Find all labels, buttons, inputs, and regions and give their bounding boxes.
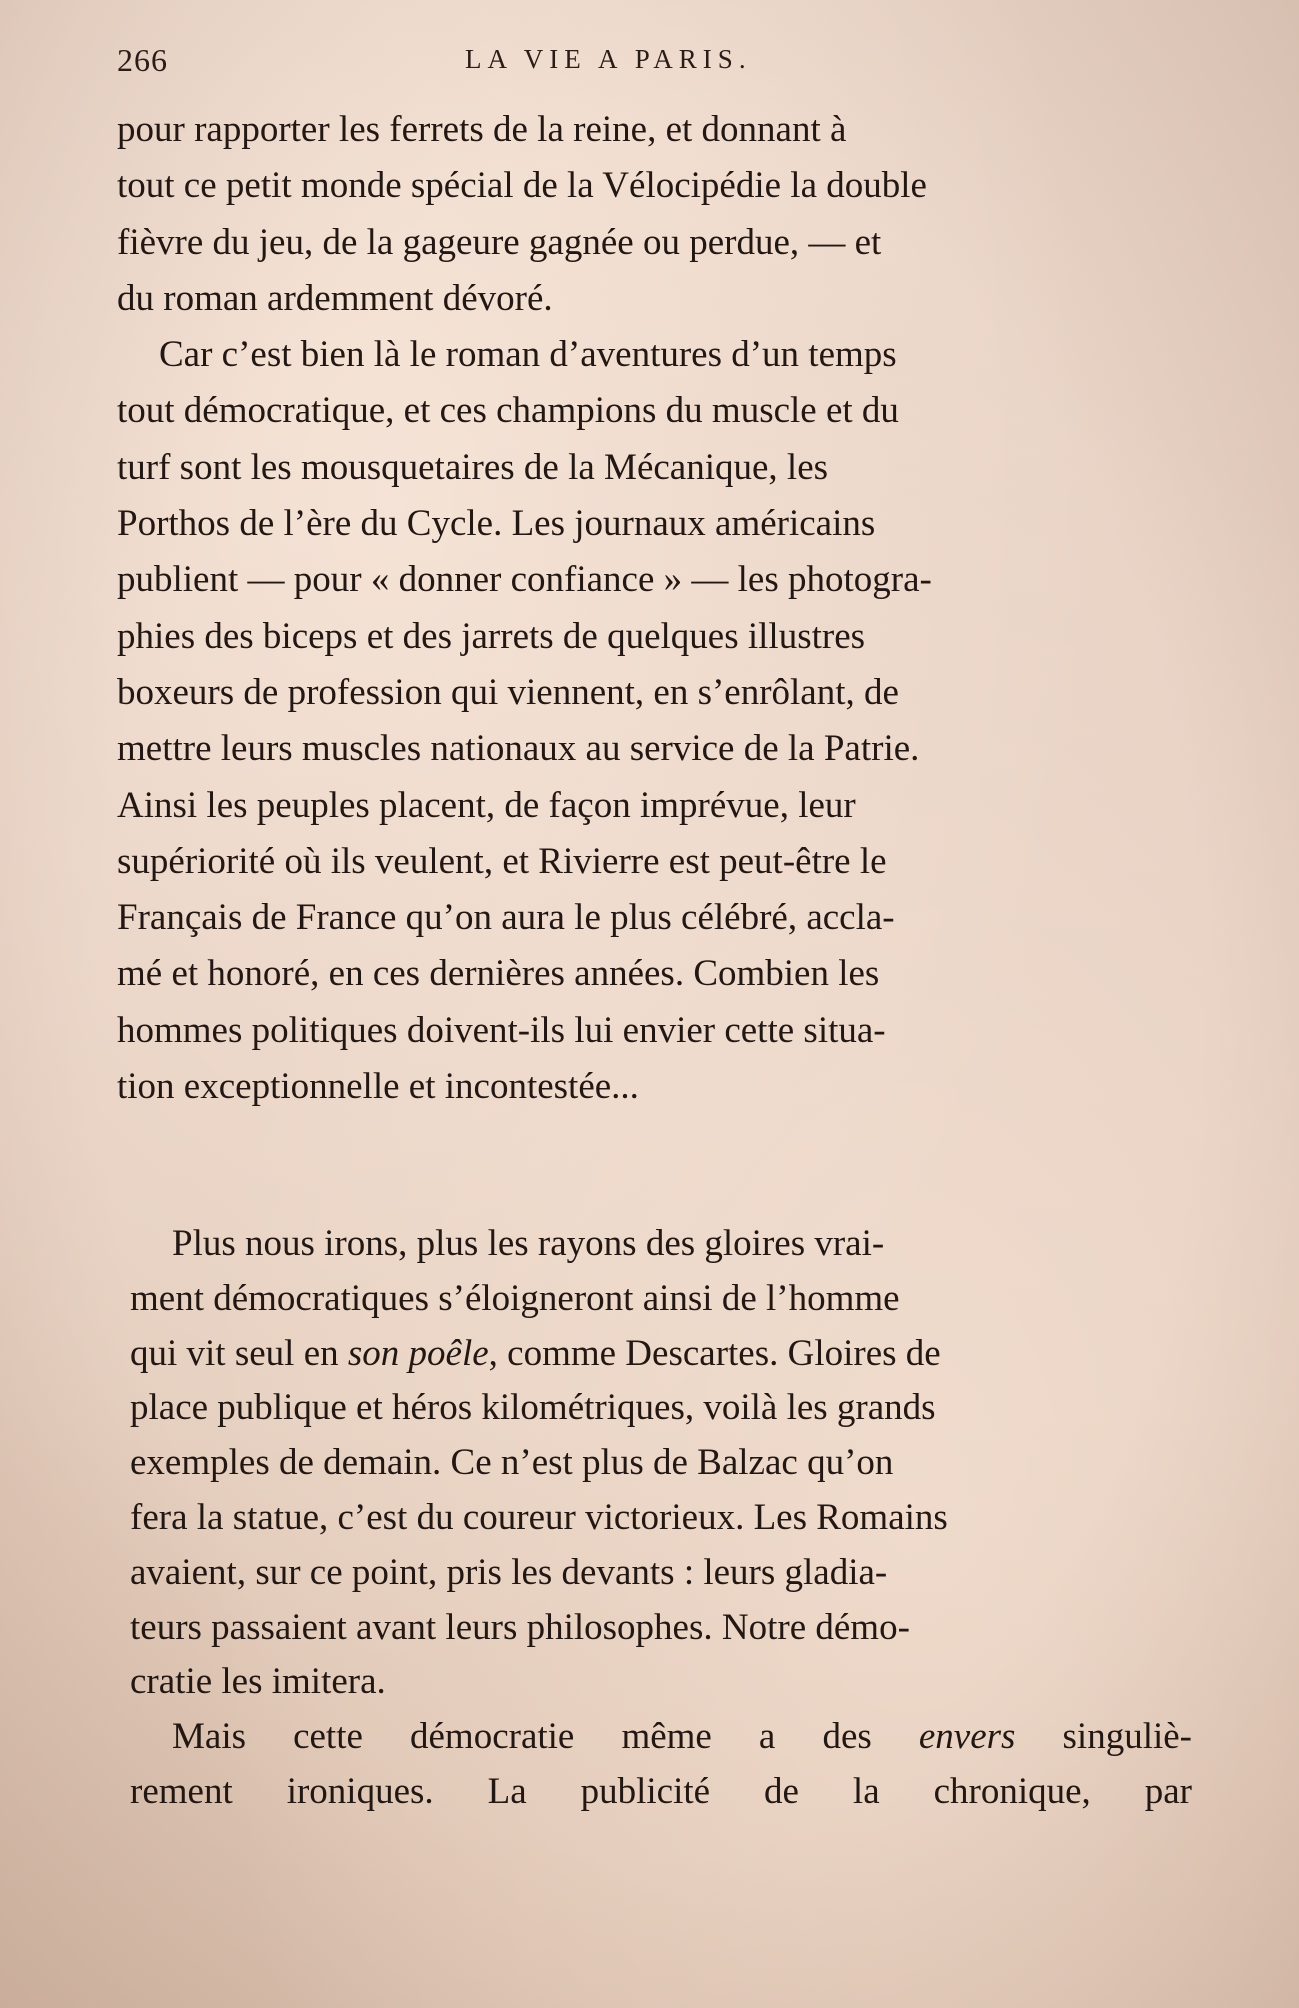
page-number: 266 bbox=[117, 42, 168, 78]
lower-text-block bbox=[130, 1217, 1192, 1820]
paragraph-gloires-text-after: , comme Descartes. Gloires de place publique et héros kilométriques, voilà les grands exemples de demain. Ce n’est plus de Balzac qu’on fera la statue, c’est du coureur victorieux. Les Romains avaient, sur ce point, pris les devants : leurs gladia- teurs passaient avant leurs philosophes. Notre démo- cratie les imitera. bbox=[130, 1332, 948, 1703]
paragraph-envers bbox=[130, 1710, 1192, 1820]
italic-envers: envers bbox=[918, 1716, 1016, 1758]
italic-son-poele: son poêle bbox=[347, 1332, 489, 1374]
upper-text-block bbox=[117, 102, 1179, 1115]
paragraph-continuation: pour rapporter les ferrets de la reine, et donnant à tout ce petit monde spécial de la Vélocipédie la double fièvre du jeu, de la gageure gagnée ou perdue, — et du roman ardemment dévoré. bbox=[117, 109, 927, 319]
running-title: LA VIE A PARIS. bbox=[465, 44, 752, 74]
paragraph-envers-text-after: singuliè- rement ironiques. La publicité de la chronique, par bbox=[130, 1716, 1193, 1812]
paragraph-roman-aventures: Car c’est bien là le roman d’aventures d’un temps tout démocratique, et ces champions du muscle et du turf sont les mousquetaires de la Mécanique, les Porthos de l’ère du Cycle. Les journaux américains publient — pour « donner confiance » — les photogra- phies des biceps et des jarrets de quelques illustres boxeurs de profession qui viennent, en s’enrôlant, de mettre leurs muscles nationaux au service de la Patrie. Ainsi les peuples placent, de façon imprévue, leur supériorité où ils veulent, et Rivierre est peut-être le Français de France qu’on aura le plus célébré, accla- mé et honoré, en ces dernières années. Combien les hommes politiques doivent-ils lui envier cette situa- tion exceptionnelle et incontestée... bbox=[117, 334, 932, 1108]
paragraph-gloires-text-before: Plus nous irons, plus les rayons des gloires vrai- ment démocratiques s’éloigneront ainsi de l’homme qui vit seul en bbox=[130, 1223, 900, 1374]
page-header bbox=[117, 42, 1177, 82]
paragraph-envers-text-before: Mais cette démocratie même a des bbox=[172, 1716, 919, 1758]
paragraph-gloires bbox=[130, 1217, 1192, 1710]
